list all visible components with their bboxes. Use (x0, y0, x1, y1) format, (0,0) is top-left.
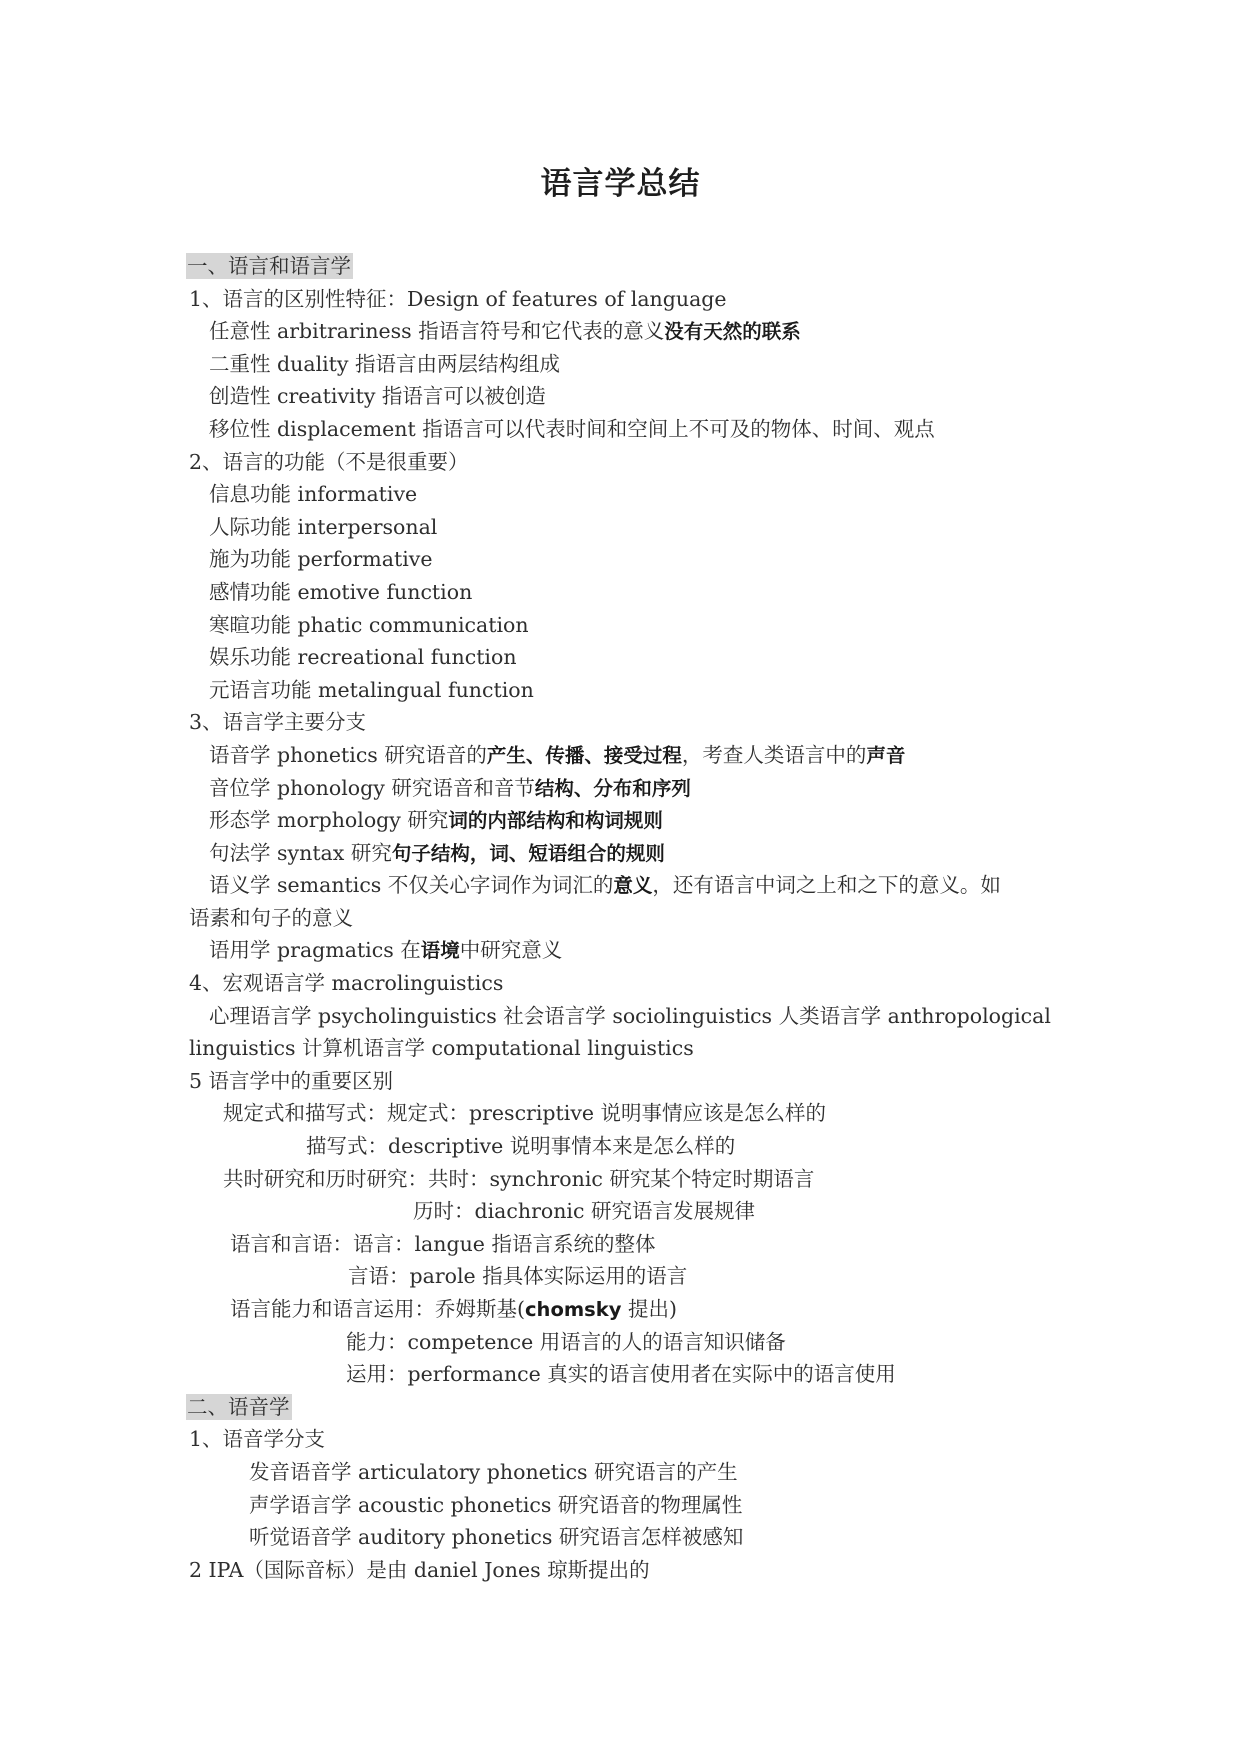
feature-creativity: 创造性 creativity 指语言可以被创造 (209, 384, 546, 409)
distinction-performance: 运用：performance 真实的语言使用者在实际中的语言使用 (346, 1362, 896, 1387)
branch-phonology: 音位学 phonology 研究语音和音节结构、分布和序列 (209, 775, 691, 800)
question-2: 2、语言的功能（不是很重要） (189, 449, 469, 474)
section-heading-2: 二、语音学 (187, 1394, 290, 1419)
function-item: 感情功能 emotive function (209, 579, 473, 604)
question-5: 5 语言学中的重要区别 (189, 1068, 394, 1093)
distinction-parole: 言语：parole 指具体实际运用的语言 (348, 1264, 688, 1289)
macro-line-1: 心理语言学 psycholinguistics 社会语言学 sociolinguistics 人类语言学 anthropological (209, 1003, 1051, 1028)
feature-arbitrariness: 任意性 arbitrariness 指语言符号和它代表的意义没有天然的联系 (209, 319, 801, 344)
function-item: 元语言功能 metalingual function (209, 677, 534, 702)
branch-syntax: 句法学 syntax 研究句子结构，词、短语组合的规则 (209, 840, 665, 865)
section-heading-1: 一、语言和语言学 (187, 254, 351, 278)
branch-semantics: 语义学 semantics 不仅关心字词作为词汇的意义，还有语言中词之上和之下的意义。如 (209, 873, 1001, 898)
document-body (189, 250, 1069, 1586)
feature-duality: 二重性 duality 指语言由两层结构组成 (209, 351, 561, 376)
macro-line-2: linguistics 计算机语言学 computational linguistics (189, 1036, 694, 1061)
branch-semantics-continued: 语素和句子的意义 (189, 905, 353, 930)
question-4: 4、宏观语言学 macrolinguistics (189, 971, 504, 996)
branch-morphology: 形态学 morphology 研究词的内部结构和构词规则 (209, 808, 663, 833)
document-title: 语言学总结 (540, 166, 701, 202)
distinction-synchronic: 共时研究和历时研究：共时：synchronic 研究某个特定时期语言 (223, 1166, 815, 1191)
distinction-langue: 语言和言语：语言：langue 指语言系统的整体 (230, 1231, 656, 1256)
branch-pragmatics: 语用学 pragmatics 在语境中研究意义 (209, 938, 563, 963)
feature-displacement: 移位性 displacement 指语言可以代表时间和空间上不可及的物体、时间、观点 (209, 416, 935, 441)
question-3: 3、语言学主要分支 (189, 710, 367, 735)
question-1: 1、语言的区别性特征：Design of features of language (189, 286, 727, 311)
phonetics-question-2: 2 IPA（国际音标）是由 daniel Jones 琼斯提出的 (189, 1557, 650, 1582)
phonetics-branch: 听觉语音学 auditory phonetics 研究语言怎样被感知 (249, 1525, 744, 1550)
phonetics-branch: 声学语言学 acoustic phonetics 研究语音的物理属性 (249, 1492, 743, 1517)
function-item: 寒暄功能 phatic communication (209, 612, 529, 637)
function-item: 施为功能 performative (209, 547, 433, 572)
function-item: 信息功能 informative (209, 482, 418, 507)
distinction-competence: 能力：competence 用语言的人的语言知识储备 (346, 1329, 786, 1354)
function-item: 娱乐功能 recreational function (209, 645, 517, 670)
distinction-descriptive: 描写式：descriptive 说明事情本来是怎么样的 (306, 1134, 736, 1159)
phonetics-question-1: 1、语音学分支 (189, 1427, 326, 1452)
branch-phonetics: 语音学 phonetics 研究语音的产生、传播、接受过程，考查人类语言中的声音 (209, 742, 906, 767)
distinction-chomsky: 语言能力和语言运用：乔姆斯基(chomsky 提出) (230, 1297, 677, 1321)
distinction-diachronic: 历时：diachronic 研究语言发展规律 (413, 1199, 755, 1224)
phonetics-branch: 发音语音学 articulatory phonetics 研究语言的产生 (249, 1459, 738, 1484)
function-item: 人际功能 interpersonal (209, 514, 438, 539)
distinction-prescriptive: 规定式和描写式：规定式：prescriptive 说明事情应该是怎么样的 (223, 1101, 827, 1126)
